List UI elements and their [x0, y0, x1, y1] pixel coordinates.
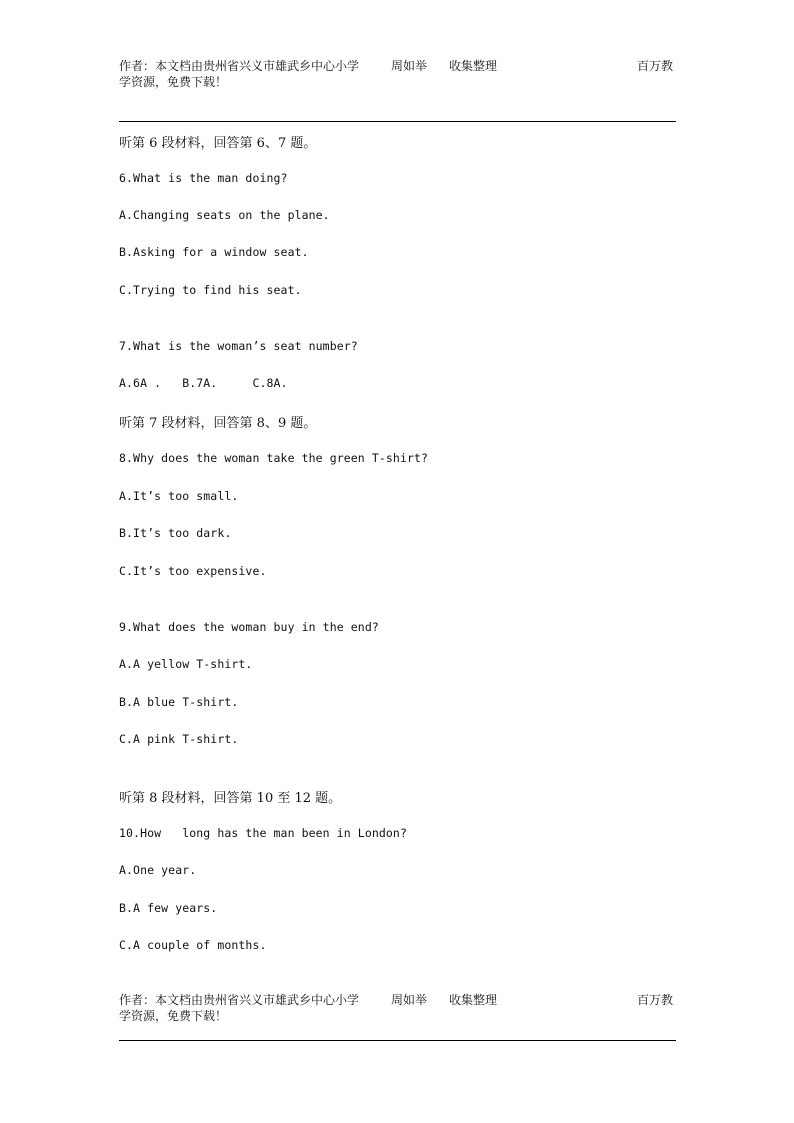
footer-author: 作者：本文档由贵州省兴义市雄武乡中心小学: [119, 993, 360, 1007]
option-8b: B.It’s too dark.: [119, 526, 232, 540]
footer-tail: 百万教: [636, 993, 673, 1007]
option-9c: C.A pink T-shirt.: [119, 732, 239, 746]
question-7: 7.What is the woman’s seat number?: [119, 339, 358, 353]
section-heading: 听第 6 段材料，回答第 6、7 题。: [119, 136, 317, 151]
header-person: 周如举: [391, 59, 428, 73]
header-author: 作者：本文档由贵州省兴义市雄武乡中心小学: [119, 59, 360, 73]
header-tail: 百万教: [636, 59, 673, 73]
option-8a: A.It’s too small.: [119, 489, 239, 503]
option-9a: A.A yellow T-shirt.: [119, 657, 253, 671]
question-10: 10.How long has the man been in London?: [119, 826, 407, 840]
option-6a: A.Changing seats on the plane.: [119, 208, 330, 222]
header-collected: 收集整理: [449, 59, 498, 73]
options-7: A.6A . B.7A. C.8A.: [119, 376, 288, 390]
footer-divider: [119, 1040, 676, 1041]
page-header: [119, 58, 675, 90]
header-divider: [119, 121, 676, 122]
question-8: 8.Why does the woman take the green T-shirt?: [119, 451, 429, 465]
option-10b: B.A few years.: [119, 901, 218, 915]
option-6b: B.Asking for a window seat.: [119, 245, 309, 259]
option-10c: C.A couple of months.: [119, 938, 267, 952]
option-6c: C.Trying to find his seat.: [119, 283, 302, 297]
header-line-2: 学资源，免费下载！: [119, 75, 228, 89]
section-heading: 听第 8 段材料，回答第 10 至 12 题。: [119, 791, 342, 806]
question-6: 6.What is the man doing?: [119, 171, 288, 185]
option-9b: B.A blue T-shirt.: [119, 695, 239, 709]
footer-line-1: [119, 992, 675, 1008]
footer-collected: 收集整理: [449, 993, 498, 1007]
section-heading: 听第 7 段材料，回答第 8、9 题。: [119, 416, 317, 431]
page-footer: [119, 992, 675, 1024]
header-line-1: [119, 58, 675, 74]
question-9: 9.What does the woman buy in the end?: [119, 620, 379, 634]
option-10a: A.One year.: [119, 863, 197, 877]
option-8c: C.It’s too expensive.: [119, 564, 267, 578]
footer-line-2: 学资源，免费下载！: [119, 1009, 228, 1023]
footer-person: 周如举: [391, 993, 428, 1007]
